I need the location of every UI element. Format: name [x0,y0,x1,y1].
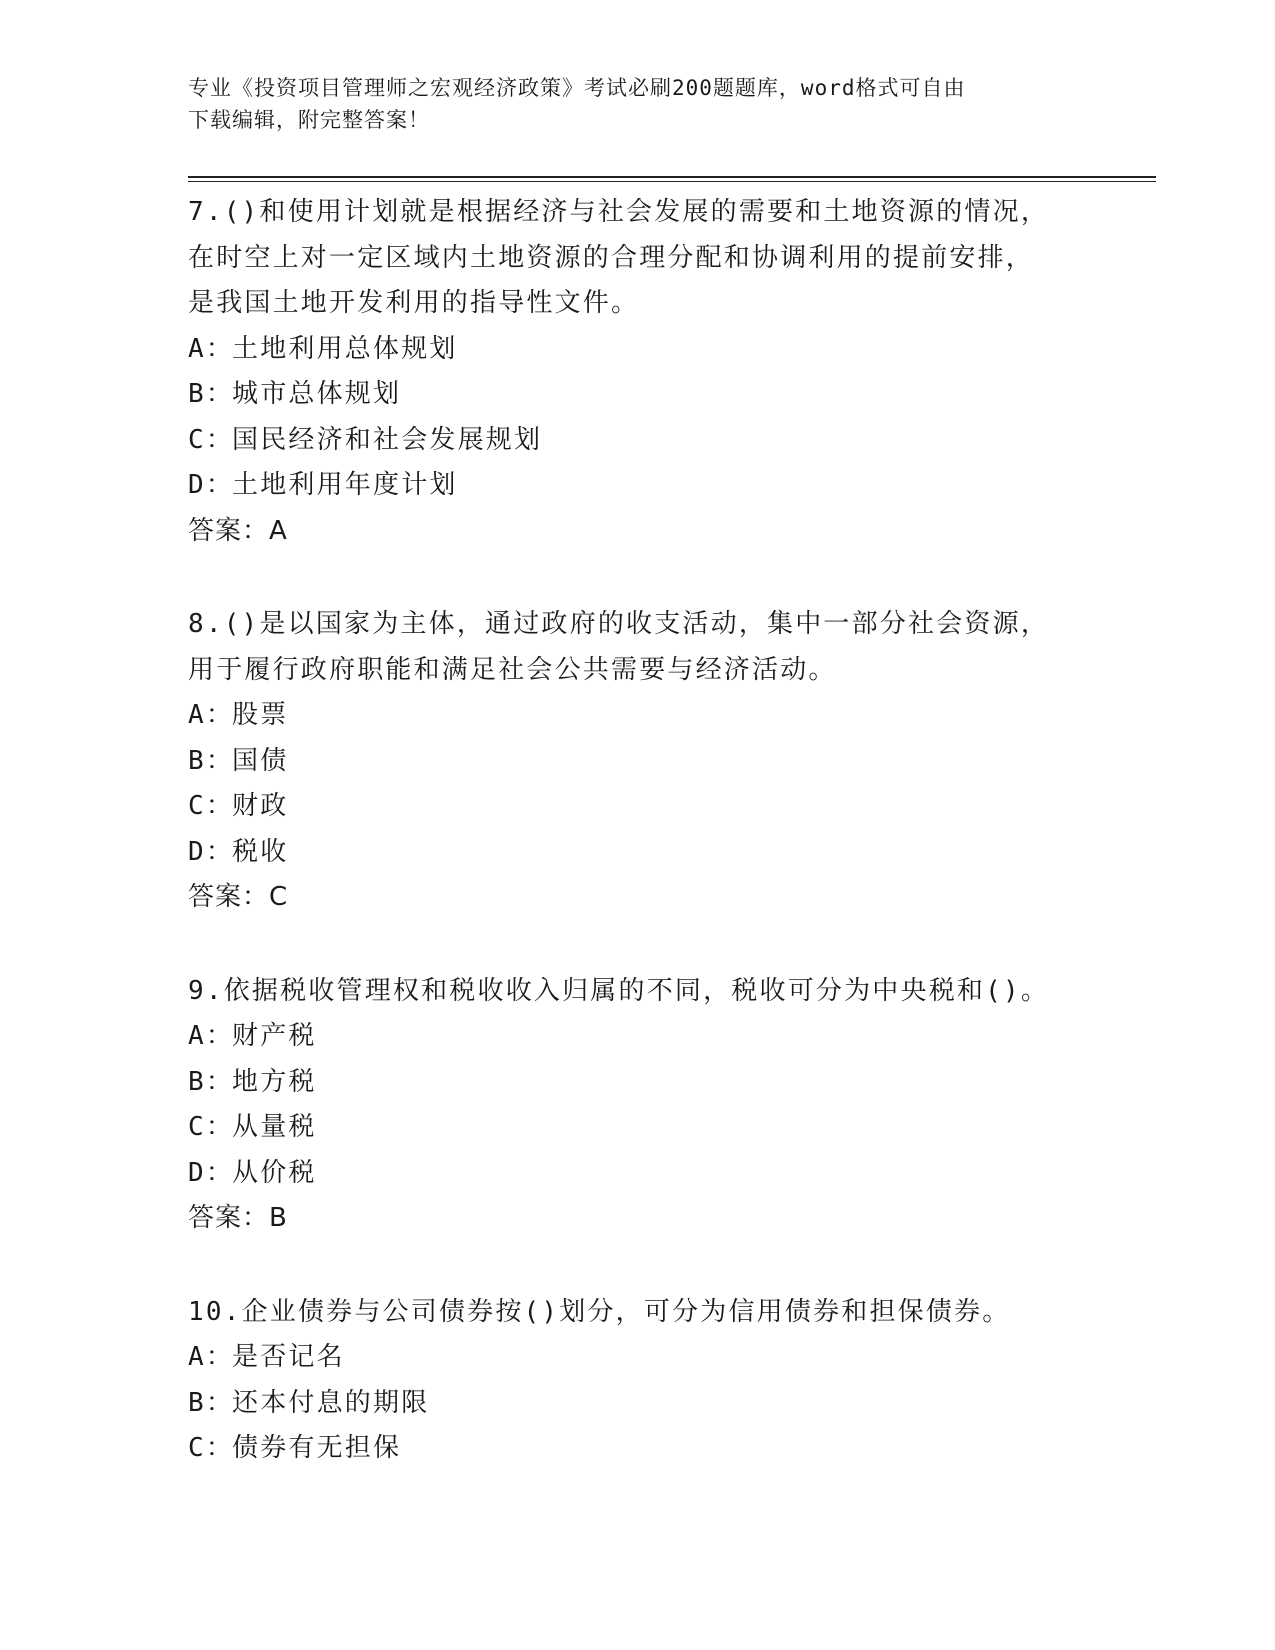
question-stem-line: 10.企业债券与公司债券按()划分，可分为信用债券和担保债券。 [188,1296,1011,1327]
option-text: 股票 [232,700,289,730]
option-text: 是否记名 [232,1342,345,1372]
option-letter: D： [188,836,235,867]
option-text: 国民经济和社会发展规划 [232,424,543,455]
answer-option [188,463,1148,509]
option-text: 从价税 [232,1157,317,1188]
question-stem-line: 用于履行政府职能和满足社会公共需要与经济活动。 [188,654,837,685]
header-divider-thick [188,176,1156,178]
option-letter: A： [188,1342,235,1372]
question-stem-line: 8.()是以国家为主体，通过政府的收支活动，集中一部分社会资源， [188,609,1050,639]
option-letter: C： [188,424,235,455]
answer-option [188,1426,1148,1472]
answer-key: 答案：A [188,515,288,546]
question-stem-line: 7.()和使用计划就是根据经济与社会发展的需要和土地资源的情况， [188,197,1050,227]
option-text: 地方税 [232,1066,317,1097]
answer-option [188,784,1148,830]
option-letter: B： [188,1387,235,1418]
option-letter: B： [188,379,235,409]
option-text: 土地利用年度计划 [232,470,458,500]
option-text: 债券有无担保 [232,1433,402,1463]
answer-option [188,1151,1148,1197]
option-letter: D： [188,1157,235,1188]
option-letter: B： [188,745,235,776]
answer-key: 答案：C [188,882,289,912]
answer-option [188,693,1148,739]
document-header [188,72,1088,136]
option-text: 税收 [232,836,289,867]
option-text: 还本付息的期限 [232,1387,430,1418]
option-text: 从量税 [232,1112,317,1142]
option-letter: A： [188,700,235,730]
option-text: 城市总体规划 [232,379,402,409]
question-stem-line: 9.依据税收管理权和税收收入归属的不同，税收可分为中央税和()。 [188,975,1050,1006]
option-text: 财产税 [232,1021,317,1051]
answer-key: 答案：B [188,1203,288,1233]
option-letter: D： [188,470,235,500]
option-text: 财政 [232,791,289,821]
header-line-1: 专业《投资项目管理师之宏观经济政策》考试必刷200题题库，word格式可自由 [188,76,966,100]
question-block [188,1290,1148,1472]
question-block [188,190,1148,554]
answer-option [188,1335,1148,1381]
option-letter: C： [188,791,235,821]
header-line-2: 下载编辑，附完整答案！ [188,108,430,132]
question-list [188,190,1148,1520]
option-letter: C： [188,1433,235,1463]
option-text: 国债 [232,745,289,776]
answer-option [188,739,1148,785]
answer-option [188,1381,1148,1427]
option-letter: A： [188,333,235,364]
option-letter: C： [188,1112,235,1142]
option-letter: A： [188,1021,235,1051]
answer-option [188,327,1148,373]
answer-option [188,418,1148,464]
answer-option [188,1060,1148,1106]
answer-option [188,1014,1148,1060]
option-text: 土地利用总体规划 [232,333,458,364]
header-divider-thin [188,181,1156,182]
option-letter: B： [188,1066,235,1097]
question-stem-line: 是我国土地开发利用的指导性文件。 [188,288,640,318]
answer-option [188,1105,1148,1151]
answer-option [188,372,1148,418]
question-block [188,969,1148,1242]
question-stem-line: 在时空上对一定区域内土地资源的合理分配和协调利用的提前安排， [188,242,1035,273]
answer-option [188,830,1148,876]
question-block [188,602,1148,921]
